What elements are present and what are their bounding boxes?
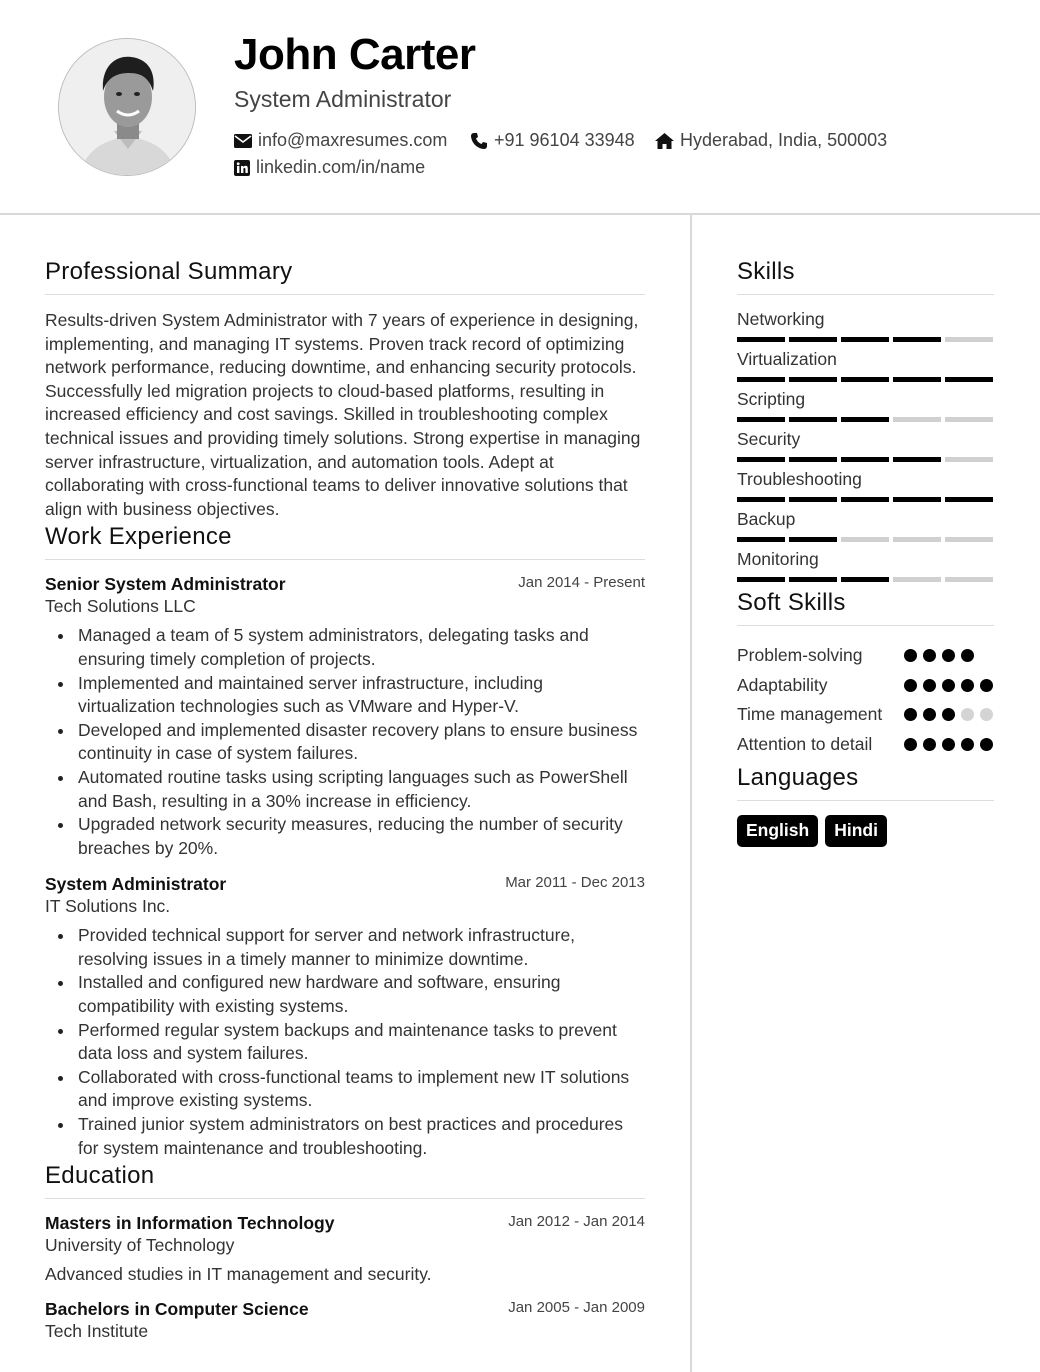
skills-list bbox=[737, 309, 994, 582]
skill-level-bar bbox=[737, 497, 994, 502]
education-section bbox=[45, 1162, 645, 1342]
rating-dot bbox=[942, 649, 955, 662]
list-item: Implemented and maintained server infrastructure, including virtualization technologies such as VMware and Hyper-V. bbox=[45, 672, 645, 719]
skill-level-segment bbox=[841, 577, 889, 582]
home-icon bbox=[655, 133, 674, 149]
skill-level-segment bbox=[945, 417, 993, 422]
skill-level-segment bbox=[893, 417, 941, 422]
soft-skills-section bbox=[737, 589, 994, 756]
soft-skill-item bbox=[737, 703, 994, 727]
linkedin-text: linkedin.com/in/name bbox=[256, 157, 426, 177]
education-entry bbox=[45, 1299, 645, 1342]
education-description: Advanced studies in IT management and security. bbox=[45, 1264, 432, 1285]
soft-skill-item bbox=[737, 674, 994, 698]
skill-name: Virtualization bbox=[737, 349, 837, 369]
rating-dot bbox=[904, 649, 917, 662]
soft-skill-rating bbox=[904, 644, 994, 668]
skill-level-segment bbox=[945, 457, 993, 462]
experience-section bbox=[45, 523, 645, 1160]
list-item: Trained junior system administrators on best practices and procedures for system maintenance and troubleshooting. bbox=[45, 1113, 645, 1160]
job-title: System Administrator bbox=[45, 874, 227, 895]
skill-level-bar bbox=[737, 417, 994, 422]
skill-level-bar bbox=[737, 577, 994, 582]
job-entry bbox=[45, 574, 645, 860]
education-dates: Jan 2005 - Jan 2009 bbox=[508, 1299, 645, 1317]
linkedin-icon bbox=[234, 160, 250, 176]
skill-level-segment bbox=[945, 377, 993, 382]
skill-level-segment bbox=[893, 377, 941, 382]
school-name: University of Technology bbox=[45, 1235, 235, 1256]
rating-dot bbox=[904, 738, 917, 751]
soft-skills-heading: Soft Skills bbox=[737, 589, 994, 626]
contact-linkedin[interactable] bbox=[234, 157, 425, 178]
skill-level-segment bbox=[893, 577, 941, 582]
skill-level-segment bbox=[737, 417, 785, 422]
summary-text: Results-driven System Administrator with 7 years of experience in designing, implementing, and managing IT systems. Proven track record of optimizing network performance, reducing downtime, and enhancing security protocols. Successfully led migration projects to cloud-based platforms, resulting in increased efficiency and cost savings. Skilled in troubleshooting complex technical issues and providing timely solutions. Strong expertise in managing server infrastructure, virtualization, and automation tools. Adept at collaborating with cross-functional teams to deliver innovative solutions that align with business objectives. bbox=[45, 310, 641, 519]
rating-dot bbox=[923, 708, 936, 721]
soft-skill-rating bbox=[904, 674, 994, 698]
list-item: Upgraded network security measures, reducing the number of security breaches by 20%. bbox=[45, 813, 645, 860]
skill-name: Monitoring bbox=[737, 549, 819, 569]
skill-level-segment bbox=[789, 577, 837, 582]
skill-level-segment bbox=[737, 577, 785, 582]
rating-dot bbox=[942, 679, 955, 692]
soft-skill-name: Attention to detail bbox=[737, 733, 873, 754]
soft-skill-name: Adaptability bbox=[737, 674, 828, 695]
skill-level-segment bbox=[737, 377, 785, 382]
contact-phone[interactable] bbox=[470, 130, 635, 151]
experience-heading: Work Experience bbox=[45, 523, 645, 560]
skill-level-segment bbox=[789, 337, 837, 342]
rating-dot bbox=[923, 649, 936, 662]
skill-item bbox=[737, 509, 994, 542]
skill-level-segment bbox=[841, 337, 889, 342]
job-bullets bbox=[45, 624, 645, 860]
skill-level-bar bbox=[737, 337, 994, 342]
school-name: Tech Institute bbox=[45, 1321, 149, 1342]
skill-level-bar bbox=[737, 457, 994, 462]
rating-dot bbox=[961, 738, 974, 751]
rating-dot bbox=[923, 738, 936, 751]
soft-skill-item bbox=[737, 644, 994, 668]
job-title: Senior System Administrator bbox=[45, 574, 286, 595]
column-divider bbox=[690, 215, 692, 1372]
skill-level-segment bbox=[945, 497, 993, 502]
skill-name: Backup bbox=[737, 509, 796, 529]
skill-level-segment bbox=[841, 497, 889, 502]
skill-level-segment bbox=[737, 537, 785, 542]
list-item: Provided technical support for server and network infrastructure, resolving issues in a timely manner to minimize downtime. bbox=[45, 924, 645, 971]
degree-title: Masters in Information Technology bbox=[45, 1213, 335, 1234]
rating-dot bbox=[980, 708, 993, 721]
main-column bbox=[45, 258, 645, 1342]
job-dates: Jan 2014 - Present bbox=[518, 574, 645, 592]
skill-name: Troubleshooting bbox=[737, 469, 862, 489]
language-badge: Hindi bbox=[825, 815, 887, 847]
address-text: Hyderabad, India, 500003 bbox=[680, 130, 888, 150]
job-entry bbox=[45, 874, 645, 1160]
job-dates: Mar 2011 - Dec 2013 bbox=[505, 874, 645, 892]
contact-address bbox=[655, 130, 887, 151]
job-company: Tech Solutions LLC bbox=[45, 596, 196, 617]
skill-item bbox=[737, 309, 994, 342]
languages-list bbox=[737, 815, 994, 847]
languages-heading: Languages bbox=[737, 764, 994, 801]
skill-level-segment bbox=[945, 577, 993, 582]
skill-level-segment bbox=[789, 377, 837, 382]
resume-header bbox=[0, 0, 1040, 215]
skills-section bbox=[737, 258, 994, 582]
skills-heading: Skills bbox=[737, 258, 994, 295]
candidate-title: System Administrator bbox=[234, 86, 452, 112]
skill-level-segment bbox=[945, 337, 993, 342]
rating-dot bbox=[961, 708, 974, 721]
soft-skill-name: Problem-solving bbox=[737, 645, 863, 665]
skill-level-bar bbox=[737, 537, 994, 542]
skill-level-segment bbox=[841, 537, 889, 542]
skill-level-segment bbox=[789, 497, 837, 502]
avatar-portrait-icon bbox=[59, 39, 196, 176]
rating-dot bbox=[961, 649, 974, 662]
contact-email[interactable] bbox=[234, 130, 447, 151]
languages-section bbox=[737, 764, 994, 847]
rating-dot bbox=[980, 738, 993, 751]
skill-level-segment bbox=[841, 417, 889, 422]
rating-dot bbox=[923, 679, 936, 692]
list-item: Installed and configured new hardware and software, ensuring compatibility with existing systems. bbox=[45, 971, 645, 1018]
education-entry bbox=[45, 1213, 645, 1285]
list-item: Collaborated with cross-functional teams to implement new IT solutions and improve existing systems. bbox=[45, 1066, 645, 1113]
skill-level-segment bbox=[893, 537, 941, 542]
skill-level-segment bbox=[893, 457, 941, 462]
language-badge: English bbox=[737, 815, 818, 847]
education-heading: Education bbox=[45, 1162, 645, 1199]
rating-dot bbox=[961, 679, 974, 692]
skill-level-segment bbox=[893, 497, 941, 502]
skill-level-segment bbox=[737, 337, 785, 342]
side-column bbox=[737, 258, 994, 847]
degree-title: Bachelors in Computer Science bbox=[45, 1299, 309, 1320]
skill-level-segment bbox=[789, 417, 837, 422]
skill-name: Networking bbox=[737, 309, 825, 329]
skill-level-segment bbox=[945, 537, 993, 542]
rating-dot bbox=[942, 738, 955, 751]
skill-item bbox=[737, 549, 994, 582]
soft-skill-name: Time management bbox=[737, 704, 883, 725]
soft-skills-list bbox=[737, 644, 994, 756]
skill-level-segment bbox=[789, 457, 837, 462]
rating-dot bbox=[904, 708, 917, 721]
summary-section bbox=[45, 258, 645, 521]
candidate-name: John Carter bbox=[234, 30, 476, 79]
list-item: Managed a team of 5 system administrators, delegating tasks and ensuring timely completion of projects. bbox=[45, 624, 645, 671]
phone-icon bbox=[470, 132, 488, 150]
email-text: info@maxresumes.com bbox=[258, 130, 448, 150]
skill-item bbox=[737, 429, 994, 462]
education-dates: Jan 2012 - Jan 2014 bbox=[508, 1213, 645, 1231]
list-item: Automated routine tasks using scripting languages such as PowerShell and Bash, resulting in a 30% increase in efficiency. bbox=[45, 766, 645, 813]
rating-dot bbox=[942, 708, 955, 721]
skill-name: Security bbox=[737, 429, 801, 449]
skill-level-segment bbox=[841, 457, 889, 462]
phone-text: +91 96104 33948 bbox=[494, 130, 635, 150]
skill-name: Scripting bbox=[737, 389, 806, 409]
skill-level-segment bbox=[737, 497, 785, 502]
list-item: Performed regular system backups and maintenance tasks to prevent data loss and system failures. bbox=[45, 1019, 645, 1066]
skill-level-segment bbox=[737, 457, 785, 462]
rating-dot bbox=[904, 679, 917, 692]
skill-item bbox=[737, 389, 994, 422]
skill-item bbox=[737, 349, 994, 382]
list-item: Developed and implemented disaster recovery plans to ensure business continuity in case of system failures. bbox=[45, 719, 645, 766]
job-bullets bbox=[45, 924, 645, 1160]
profile-photo bbox=[58, 38, 196, 176]
job-company: IT Solutions Inc. bbox=[45, 896, 171, 917]
skill-level-segment bbox=[841, 377, 889, 382]
soft-skill-rating bbox=[904, 733, 994, 757]
skill-level-segment bbox=[893, 337, 941, 342]
rating-dot bbox=[980, 679, 993, 692]
summary-heading: Professional Summary bbox=[45, 258, 645, 295]
envelope-icon bbox=[234, 134, 252, 148]
skill-level-bar bbox=[737, 377, 994, 382]
skill-level-segment bbox=[789, 537, 837, 542]
soft-skill-item bbox=[737, 733, 994, 757]
skill-item bbox=[737, 469, 994, 502]
soft-skill-rating bbox=[904, 703, 994, 727]
